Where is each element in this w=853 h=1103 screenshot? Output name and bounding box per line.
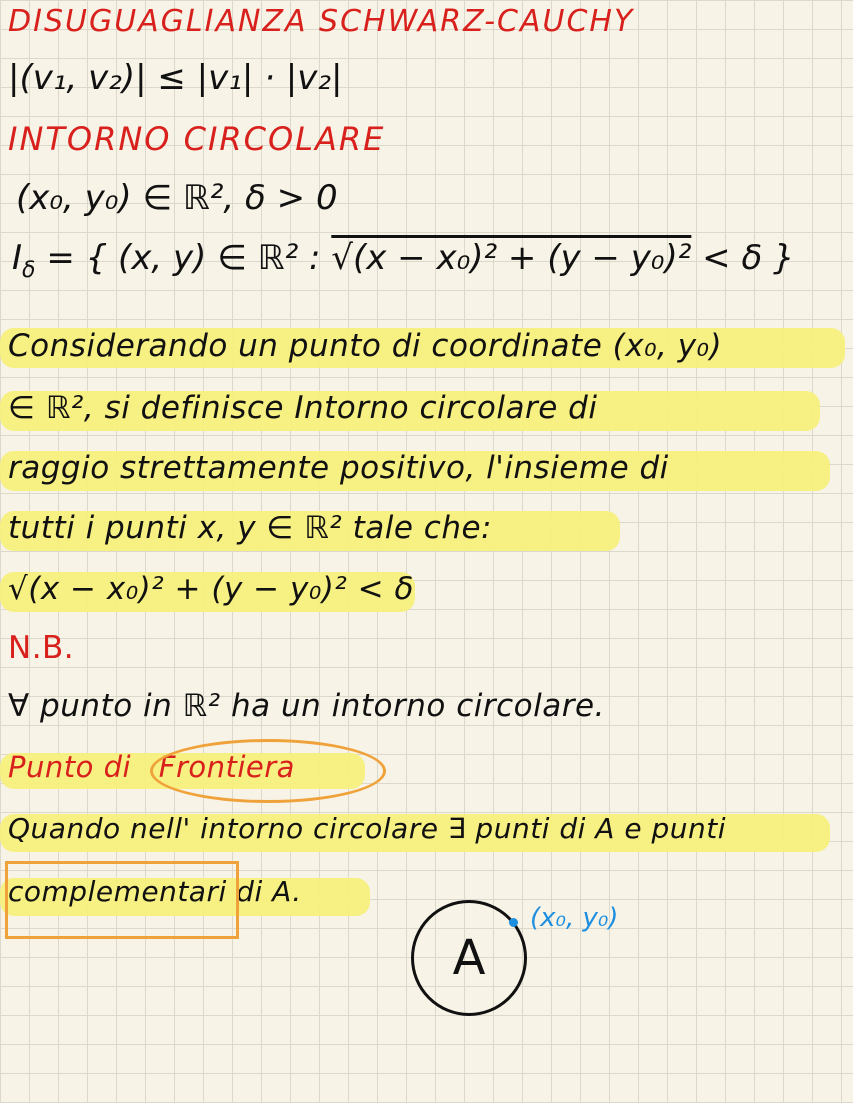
complementari-word: complementari [8, 875, 227, 908]
boundary-point-dot [509, 918, 518, 927]
point-definition: (x₀, y₀) ∈ ℝ², δ > 0 [16, 178, 338, 218]
frontiera-circle-annotation [150, 739, 386, 803]
definition-formula: √(x − x₀)² + (y − y₀)² < δ [8, 571, 414, 607]
schwarz-formula: |(v₁, v₂)| ≤ |v₁| · |v₂| [8, 58, 343, 98]
definition-line-2: ∈ ℝ², si definisce Intorno circolare di [8, 390, 598, 426]
set-symbol: I [12, 238, 23, 278]
di-a-text: di A. [226, 875, 302, 908]
nb-text: ∀ punto in ℝ² ha un intorno circolare. [8, 688, 605, 724]
frontiera-line-1: Quando nell' intorno circolare ∃ punti di A e punti [8, 812, 727, 845]
nb-label: N.B. [8, 630, 75, 666]
set-subscript: δ [22, 257, 36, 283]
set-body: = { (x, y) ∈ ℝ² : [46, 238, 332, 278]
title-schwarz-cauchy: DISUGUAGLIANZA SCHWARZ-CAUCHY [8, 4, 635, 39]
definition-line-1: Considerando un punto di coordinate (x₀, y₀) [8, 328, 723, 364]
definition-line-3: raggio strettamente positivo, l'insieme di [8, 450, 669, 486]
frontiera-label-2: Frontiera [158, 750, 295, 784]
boundary-point-label: (x₀, y₀) [530, 903, 619, 933]
definition-line-4: tutti i punti x, y ∈ ℝ² tale che: [8, 510, 492, 546]
complementari-box-annotation [5, 861, 239, 939]
set-a-label: A [452, 930, 486, 986]
frontiera-label-1: Punto di [8, 750, 132, 784]
set-a-circle [411, 900, 527, 1016]
set-sqrt: √(x − x₀)² + (y − y₀)² [331, 238, 692, 278]
title-intorno-circolare: INTORNO CIRCOLARE [8, 120, 386, 158]
set-end: < δ } [691, 238, 795, 278]
set-definition [12, 238, 795, 283]
